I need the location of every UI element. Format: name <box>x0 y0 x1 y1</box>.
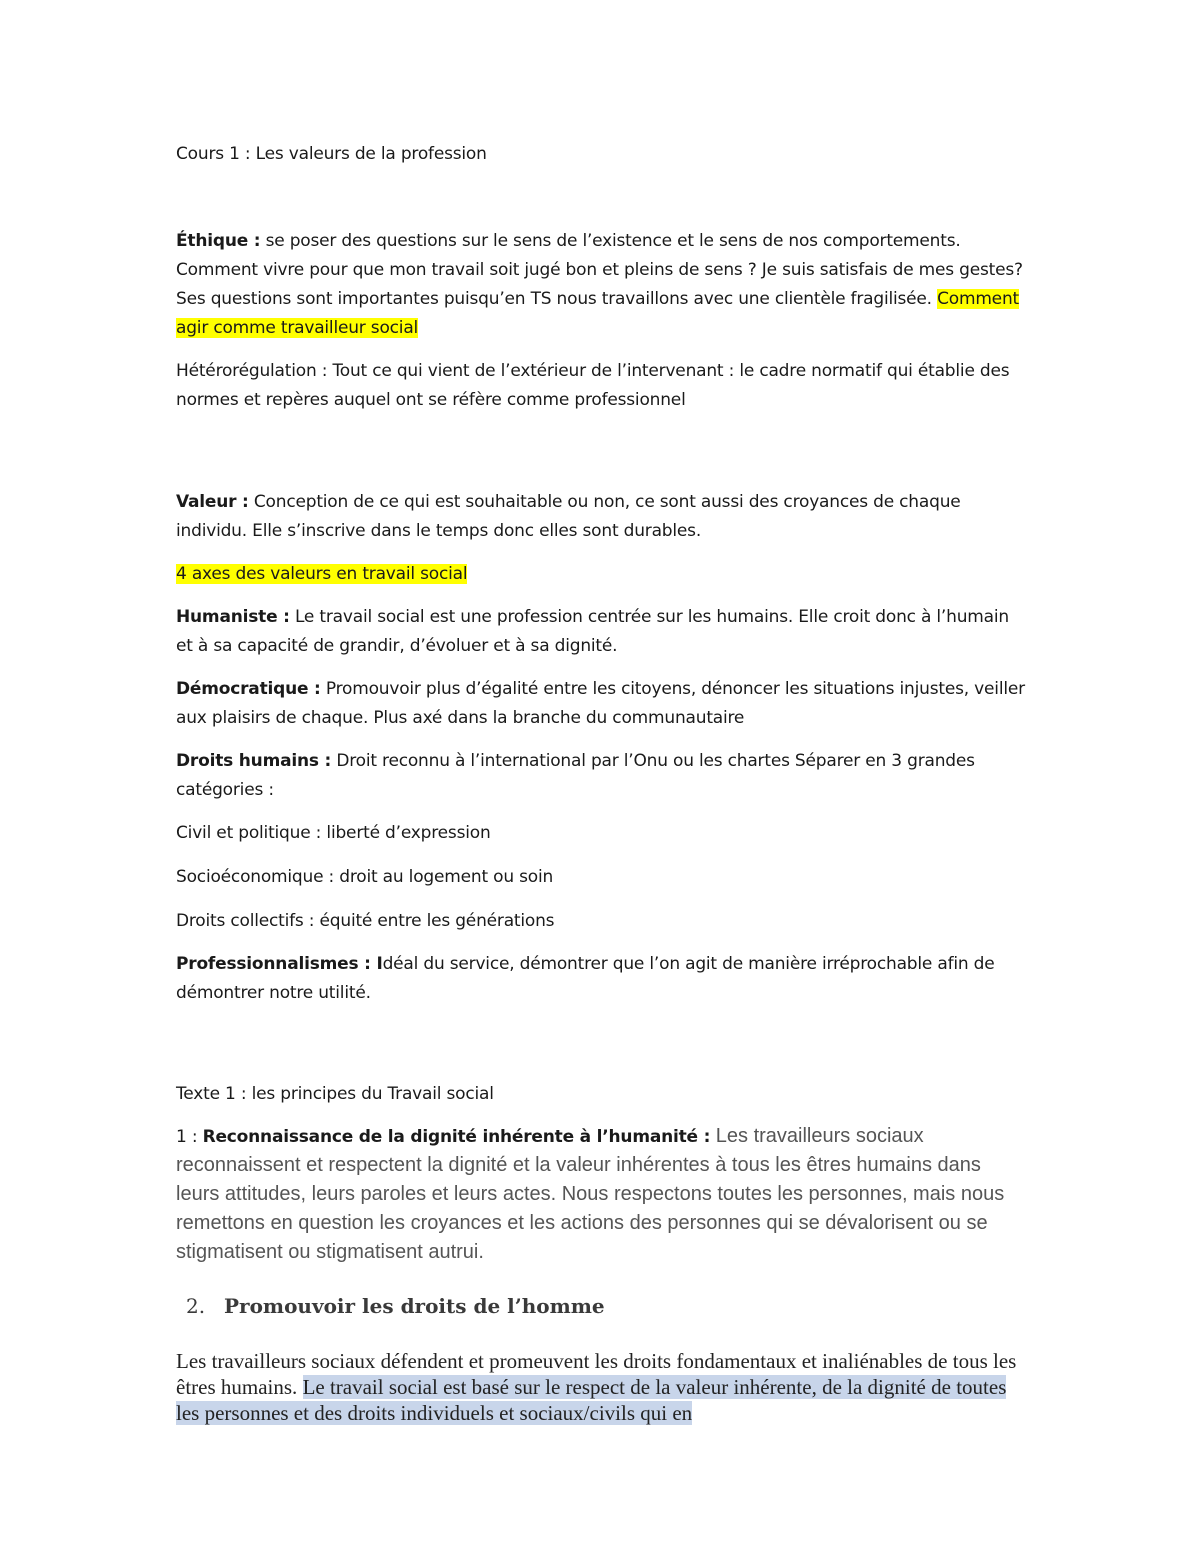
paragraph-heteroregulation: Hétérorégulation : Tout ce qui vient de l’extérieur de l’intervenant : le cadre normatif qui établie des normes et repères auquel ont se réfère comme professionnel <box>176 361 1010 410</box>
principe-2-heading <box>176 1294 1026 1318</box>
category-socioeconomique: Socioéconomique : droit au logement ou soin <box>176 867 554 887</box>
droits-humains-text: Droit reconnu à l’international par l’Onu ou les chartes Séparer en 3 grandes catégories : <box>176 751 975 800</box>
professionnalismes-text: déal du service, démontrer que l’on agit de manière irréprochable afin de démontrer notre utilité. <box>176 954 995 1003</box>
term-humaniste: Humaniste : <box>176 607 290 627</box>
texte-title: Texte 1 : les principes du Travail social <box>176 1084 494 1104</box>
category-collectifs: Droits collectifs : équité entre les générations <box>176 911 555 931</box>
principe-1-text: Les travailleurs sociaux reconnaissent et respectent la dignité et la valeur inhérentes à tous les êtres humains dans leurs attitudes, leurs paroles et leurs actes. Nous respectons toutes les personnes, mais nous remettons en question les croyances et les actions des personnes qui se dévalorisent ou se stigmatisent ou stigmatisent autrui. <box>176 1125 1005 1263</box>
principe-2-text-plain: Les travailleurs sociaux défendent et promeuvent les droits fondamentaux et inaliénables de tous les êtres humains. <box>176 1349 1017 1399</box>
term-valeur: Valeur : <box>176 492 249 512</box>
axes-title-highlight: 4 axes des valeurs en travail social <box>176 564 468 584</box>
course-title: Cours 1 : Les valeurs de la profession <box>176 144 487 164</box>
category-civil: Civil et politique : liberté d’expression <box>176 823 491 843</box>
axes-title <box>176 560 1026 589</box>
principe-2-number: 2. <box>186 1294 206 1318</box>
principe-1-number: 1 : <box>176 1127 203 1147</box>
ethique-text: se poser des questions sur le sens de l’existence et le sens de nos comportements. Comment vivre pour que mon travail soit jugé bon et pleins de sens ? Je suis satisfais de mes gestes? Ses questions sont importantes puisqu’en TS nous travaillons avec une clientèle fragilisée. <box>176 231 1023 309</box>
democratique-text: Promouvoir plus d’égalité entre les citoyens, dénoncer les situations injustes, veiller aux plaisirs de chaque. Plus axé dans la branche du communautaire <box>176 679 1025 728</box>
principe-1 <box>176 1123 1026 1268</box>
paragraph-droits-humains <box>176 747 1026 805</box>
paragraph-humaniste <box>176 603 1026 661</box>
principe-2-text <box>176 1348 1026 1426</box>
valeur-text: Conception de ce qui est souhaitable ou non, ce sont aussi des croyances de chaque individu. Elle s’inscrive dans le temps donc elles sont durables. <box>176 492 961 541</box>
paragraph-democratique <box>176 675 1026 733</box>
paragraph-ethique <box>176 227 1026 343</box>
humaniste-text: Le travail social est une profession centrée sur les humains. Elle croit donc à l’humain et à sa capacité de grandir, d’évoluer et à sa dignité. <box>176 607 1009 656</box>
highlighted-text: Comment agir comme travailleur social <box>176 289 1019 338</box>
term-ethique: Éthique : <box>176 231 261 251</box>
term-professionnalismes: Professionnalismes : I <box>176 954 383 974</box>
term-democratique: Démocratique : <box>176 679 321 699</box>
paragraph-valeur <box>176 488 1026 546</box>
term-droits-humains: Droits humains : <box>176 751 332 771</box>
principe-1-term: Reconnaissance de la dignité inhérente à l’humanité : <box>202 1127 711 1147</box>
document-body <box>176 140 1026 1426</box>
paragraph-professionnalismes <box>176 950 1026 1008</box>
principe-2-title: Promouvoir les droits de l’homme <box>224 1294 605 1318</box>
selected-text[interactable]: Le travail social est basé sur le respect de la valeur inhérente, de la dignité de toutes les personnes et des droits individuels et sociaux/civils qui en <box>176 1375 1007 1425</box>
